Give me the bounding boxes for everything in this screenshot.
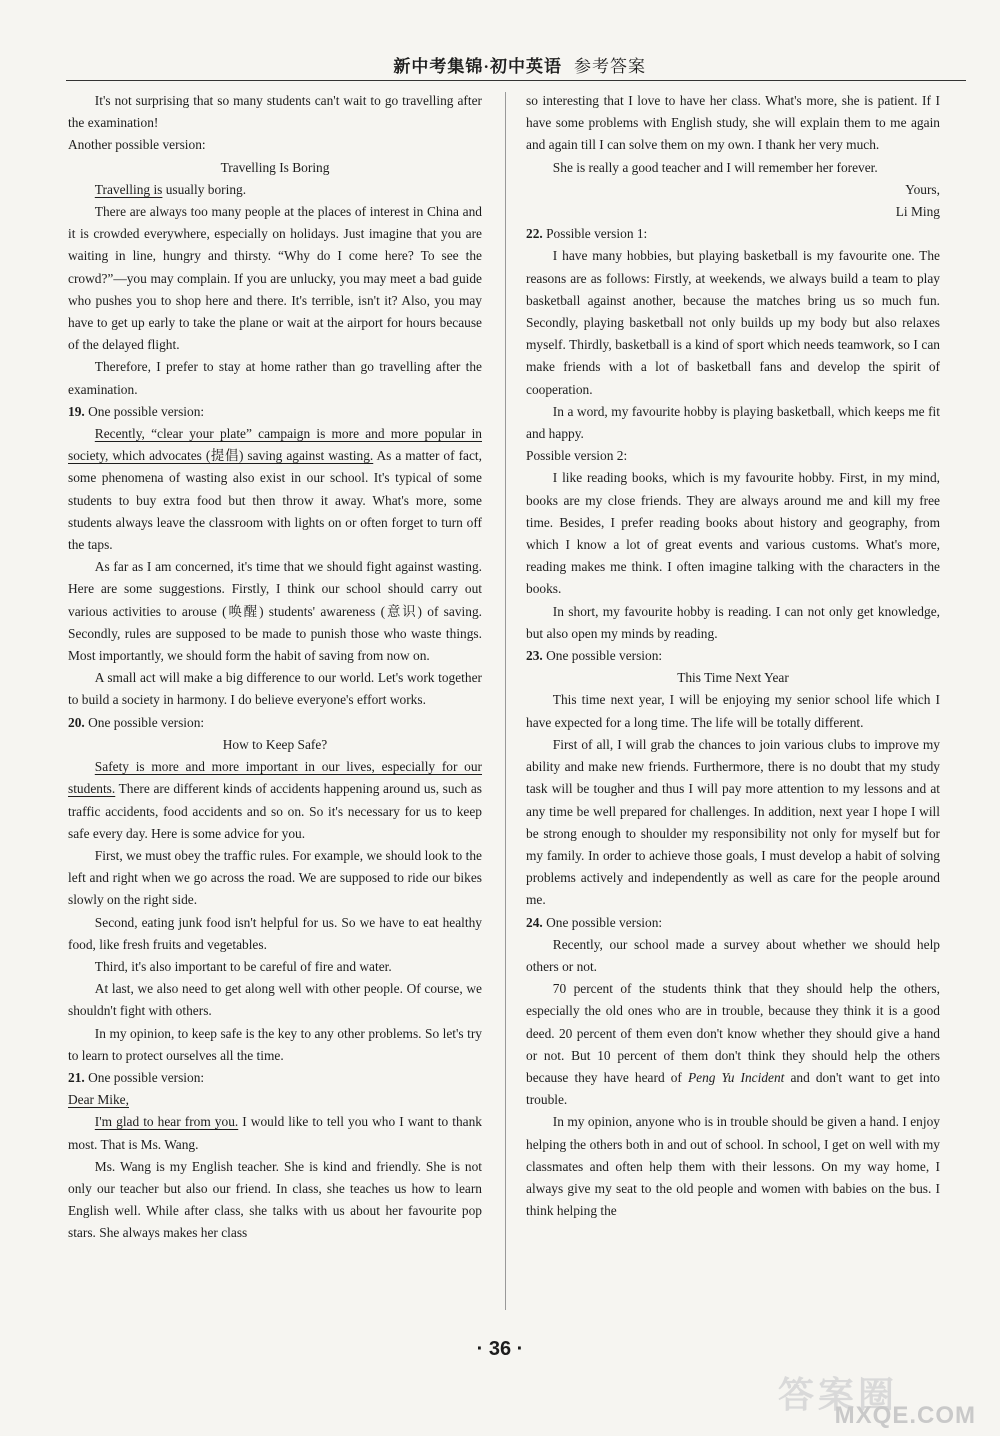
paragraph: Recently, our school made a survey about whether we should help others or not. [526, 936, 940, 974]
paragraph: There are always too many people at the places of interest in China and it is crowded everywhere, especially on holidays. Just imagine that you are waiting in line, hungry and thirsty. “Why do I come here? To see the crowd?”—you may complain. If you are unlucky, you may meet a bad guide who pushes you to shop here and there. It's terrible, isn't it? Also, you may have to get up early to take the plane or wait at the airport for hours because of the delayed flight. [68, 204, 482, 353]
question-number: 24. [526, 914, 543, 930]
letter-signature: Li Ming [895, 204, 940, 220]
watermark [778, 1375, 978, 1429]
question-number: 23. [526, 648, 543, 664]
column-divider [505, 92, 506, 1310]
underlined-text: Safety is more and more important in our lives, especially for our students. [68, 759, 482, 797]
paragraph: Third, it's also important to be careful of fire and water. [94, 958, 392, 974]
letter-salutation: Dear Mike, [68, 1092, 129, 1108]
paragraph: I like reading books, which is my favourite hobby. First, in my mind, books are my close friends. They are always around me and kill my free time. Besides, I prefer reading books about history and geography, from which I know a lot of great events and various customs. What's more, reading makes me think. I often imagine talking with the characters in the books. [526, 470, 940, 597]
question-heading-20: 20. One possible version: [68, 714, 205, 730]
watermark-url: MXQE.COM [834, 1402, 976, 1429]
paragraph: I'm glad to hear from you. I would like to tell you who I want to thank most. That is Ms. Wang. [68, 1114, 482, 1152]
underlined-text: I'm glad to hear from you. [94, 1114, 239, 1130]
paragraph: First of all, I will grab the chances to join various clubs to improve my ability and make new friends. Furthermore, there is no doubt that my study task will be tougher and thus I will pay more attention to my lessons and at any time be well prepared for challenges. In addition, next year I hope I will be strong enough to shoulder my responsibility not only for myself but for my family. In order to achieve those goals, I must develop a habit of solving problems actively and independently as well as care for the people around me. [526, 736, 940, 908]
italic-text: Peng Yu Incident [687, 1069, 785, 1085]
paragraph: In my opinion, anyone who is in trouble should be given a hand. I enjoy helping the others both in and out of school. In school, I get on well with my classmates and often help them with their lessons. On my way home, I always give my seat to the old people and women with babies on the bus. I think helping the [526, 1114, 940, 1219]
paragraph: 70 percent of the students think that they should help the others, especially the old ones who are in trouble, because they think it is a good deed. 20 percent of them even don't know whether they should give a hand or not. But 10 percent of them don't think they should help the others because they have heard of Peng Yu Incident and don't want to get into trouble. [526, 981, 940, 1108]
question-heading-22: 22. Possible version 1: [526, 226, 648, 242]
essay-title: How to Keep Safe? [222, 736, 328, 752]
question-number: 19. [68, 403, 85, 419]
paragraph: Recently, “clear your plate” campaign is more and more popular in society, which advocates (提倡) saving against wasting. As a matter of fact, some phenomena of wasting also exist in our school. It's typical of some students to buy extra food but then throw it away. What's more, some students always leave the classroom with lights on or often forget to turn off the taps. [68, 426, 482, 553]
paragraph: At last, we also need to get along well with other people. Of course, we shouldn't fight with others. [68, 981, 482, 1019]
book-title: 新中考集锦·初中英语 [393, 57, 562, 76]
paragraph: I have many hobbies, but playing basketball is my favourite one. The reasons are as follows: Firstly, at weekends, we always build a team to play basketball against another, because the matches bring us so much fun. Secondly, playing basketball not only builds up my body but also relaxes myself. Thirdly, basketball is a kind of sport which needs teamwork, so I can make friends with a lot of basketball fans and develop the spirit of cooperation. [526, 248, 940, 397]
letter-closing: Yours, [905, 181, 940, 197]
version-label: Another possible version: [68, 137, 206, 153]
question-number: 22. [526, 226, 543, 242]
question-heading-24: 24. One possible version: [526, 914, 663, 930]
paragraph: In short, my favourite hobby is reading. I can not only get knowledge, but also open my minds by reading. [526, 603, 940, 641]
paragraph: It's not surprising that so many students can't wait to go travelling after the examination! [68, 93, 482, 131]
paragraph: Travelling is usually boring. [94, 181, 247, 197]
essay-title: This Time Next Year [677, 670, 789, 686]
section-title: 参考答案 [574, 57, 646, 76]
underlined-text: Recently, “clear your plate” campaign is more and more popular in society, which advocates (提倡) saving against wasting. [68, 426, 482, 464]
paragraph: Ms. Wang is my English teacher. She is kind and friendly. She is not only our teacher but also our friend. In class, she teaches us how to learn English well. While after class, she talks with us about her favourite pop stars. She always makes her class [68, 1158, 482, 1241]
paragraph: In my opinion, to keep safe is the key to any other problems. So let's try to learn to protect ourselves all the time. [68, 1025, 482, 1063]
question-number: 21. [68, 1069, 85, 1085]
question-number: 20. [68, 714, 85, 730]
paragraph: Therefore, I prefer to stay at home rather than go travelling after the examination. [68, 359, 482, 397]
version-label: Possible version 2: [526, 448, 628, 464]
paragraph: Second, eating junk food isn't helpful for us. So we have to eat healthy food, like fresh fruits and vegetables. [68, 914, 482, 952]
paragraph: so interesting that I love to have her class. What's more, she is patient. If I have some problems with English study, she will explain them to me again and again till I can solve them on my own. I thank her very much. [526, 93, 940, 153]
watermark-logo: 答案圈 [778, 1375, 899, 1416]
right-column [526, 90, 940, 1222]
paragraph: As far as I am concerned, it's time that we should fight against wasting. Here are some suggestions. Firstly, I think our school should carry out various activities to arouse (唤醒) students' awareness (意识) of saving. Secondly, rules are supposed to be made to punish those who waste things. Most importantly, we should form the habit of saving from now on. [68, 559, 482, 664]
page-number: · 36 · [476, 1338, 524, 1360]
paragraph: A small act will make a big difference to our world. Let's work together to build a society in harmony. I do believe everyone's effort works. [68, 670, 482, 708]
paragraph: First, we must obey the traffic rules. For example, we should look to the left and right when we go across the road. We are supposed to ride our bikes slowly on the right side. [68, 847, 482, 908]
left-column [68, 90, 482, 1245]
header-title [393, 52, 646, 77]
page-header [66, 54, 966, 81]
question-heading-19: 19. One possible version: [68, 403, 205, 419]
essay-title: Travelling Is Boring [220, 159, 330, 175]
paragraph: This time next year, I will be enjoying my senior school life which I have expected for a long time. The life will be totally different. [526, 692, 940, 730]
underlined-text: Travelling is [94, 181, 163, 197]
paragraph: She is really a good teacher and I will remember her forever. [552, 159, 878, 175]
question-heading-21: 21. One possible version: [68, 1069, 205, 1085]
question-heading-23: 23. One possible version: [526, 648, 663, 664]
paragraph: Safety is more and more important in our lives, especially for our students. There are different kinds of accidents happening around us, such as traffic accidents, food accidents and so on. So it's necessary for us to keep safe every day. Here is some advice for you. [68, 759, 482, 841]
paragraph: In a word, my favourite hobby is playing basketball, which keeps me fit and happy. [526, 403, 940, 442]
